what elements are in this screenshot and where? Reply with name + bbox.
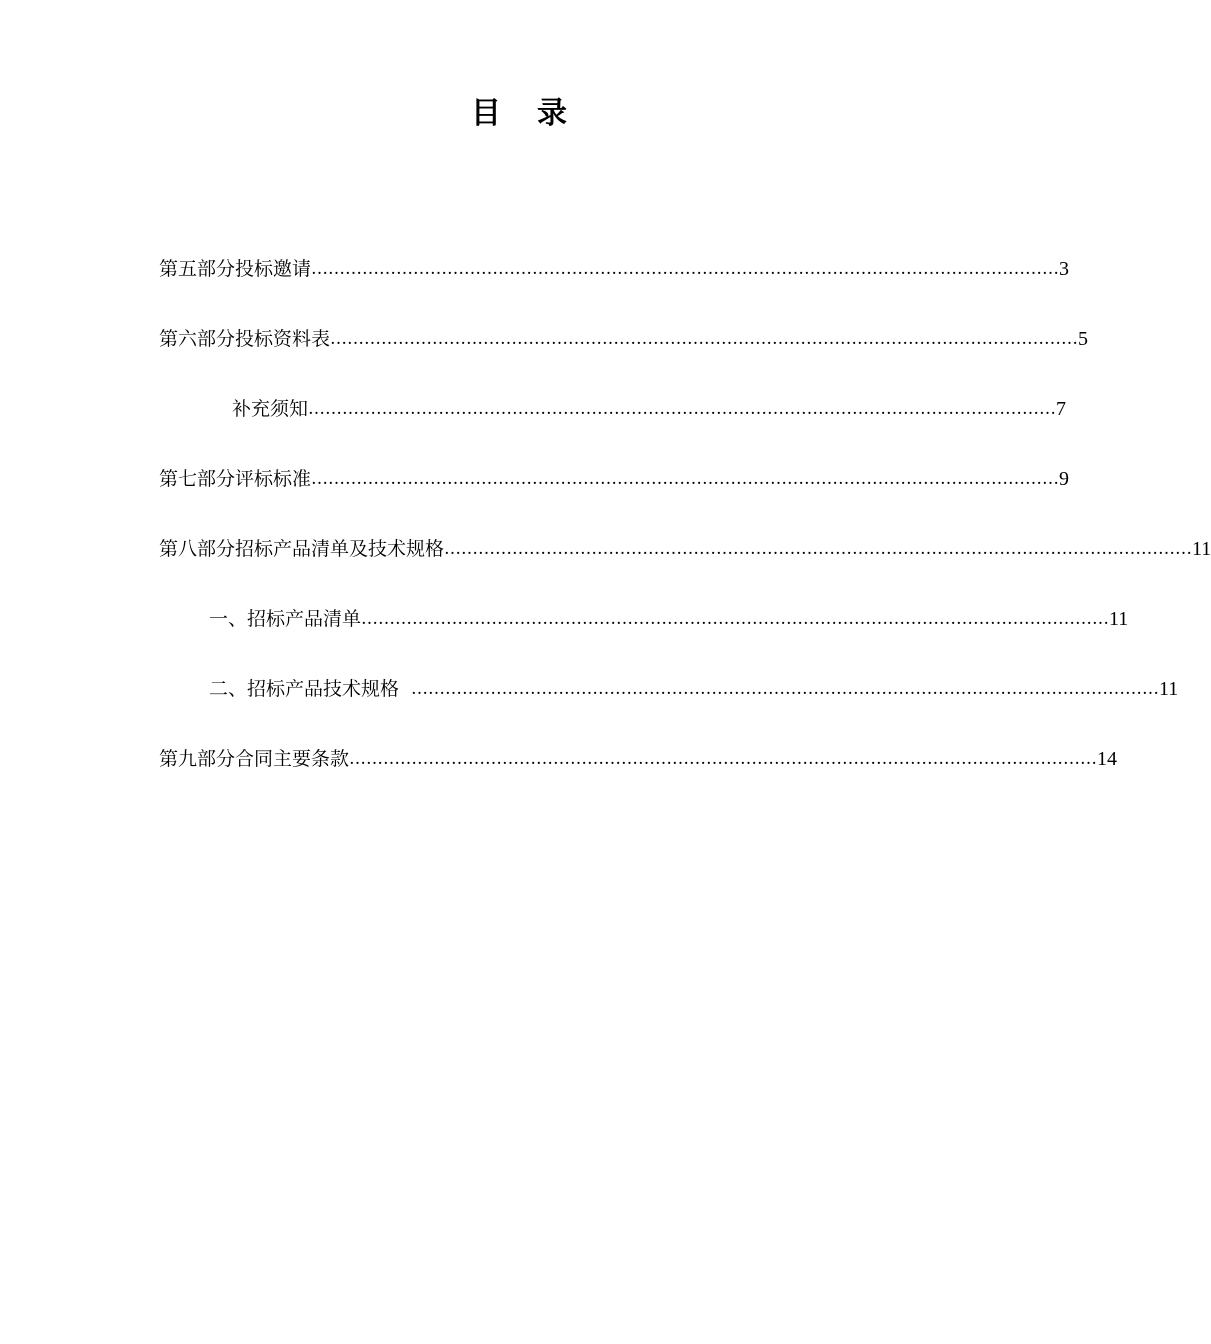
toc-entry-title: 投标邀请 (235, 258, 312, 280)
toc-leader-dots: …………………………………………………………………………………………………………………… (311, 259, 1060, 279)
toc-entry-part9[interactable] (159, 744, 1118, 774)
toc-entry-part5[interactable] (159, 254, 1070, 284)
toc-leader-dots: …………………………………………………………………………………………………………………… (444, 539, 1193, 559)
toc-page-number: 9 (1059, 468, 1070, 490)
toc-page-number: 5 (1078, 328, 1089, 350)
toc-entry-product-specs[interactable] (209, 674, 1179, 704)
toc-part-label: 第六部分 (159, 328, 236, 350)
toc-entry-title: 一、招标产品清单 (209, 608, 362, 630)
toc-entry-title: 补充须知 (232, 398, 309, 420)
toc-leader-dots: …………………………………………………………………………………………………………………… (361, 609, 1110, 629)
title-char-1: 目 (471, 96, 503, 131)
toc-entry-title: 投标资料表 (235, 328, 331, 350)
toc-leader-dots: …………………………………………………………………………………………………………………… (311, 469, 1060, 489)
toc-entry-supplement[interactable] (232, 394, 1067, 424)
toc-entry-part7[interactable] (159, 464, 1070, 494)
toc-entry-product-list[interactable] (209, 604, 1129, 634)
toc-part-label: 第七部分 (159, 468, 236, 490)
title-char-2: 录 (537, 96, 569, 131)
toc-part-label: 第五部分 (159, 258, 236, 280)
toc-leader-dots: …………………………………………………………………………………………………………………… (330, 329, 1079, 349)
toc-entry-part8[interactable] (159, 534, 1211, 564)
toc-entry-part6[interactable] (159, 324, 1089, 354)
toc-entry-title: 二、招标产品技术规格 (209, 678, 406, 700)
page-title (0, 94, 1040, 134)
toc-page-number: 11 (1159, 678, 1179, 700)
toc-page-number: 3 (1059, 258, 1070, 280)
toc-part-label: 第八部分 (159, 538, 236, 560)
toc-page-number: 7 (1056, 398, 1067, 420)
toc-entry-title: 合同主要条款 (235, 748, 350, 770)
toc-page-number: 11 (1109, 608, 1129, 630)
toc-leader-dots: …………………………………………………………………………………………………………………… (349, 749, 1098, 769)
toc-leader-dots: …………………………………………………………………………………………………………………… (411, 679, 1160, 699)
toc-leader-dots: …………………………………………………………………………………………………………………… (308, 399, 1057, 419)
toc-part-label: 第九部分 (159, 748, 236, 770)
toc-page-number: 14 (1097, 748, 1118, 770)
toc-page-number: 11 (1192, 538, 1211, 560)
toc-entry-title: 招标产品清单及技术规格 (235, 538, 445, 560)
toc-entry-title: 评标标准 (235, 468, 312, 490)
